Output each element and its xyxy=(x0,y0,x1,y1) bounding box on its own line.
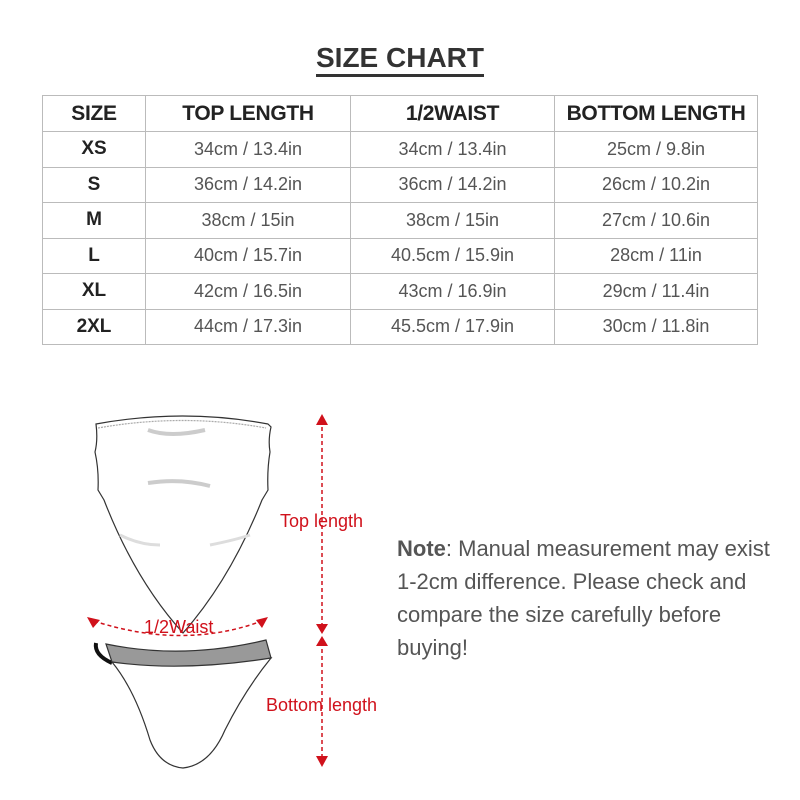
measurement-cell: 40cm / 15.7in xyxy=(146,238,351,274)
column-header: 1/2WAIST xyxy=(351,96,555,132)
column-header: TOP LENGTH xyxy=(146,96,351,132)
waist-label: 1/2Waist xyxy=(144,617,214,637)
measurement-cell: 36cm / 14.2in xyxy=(351,167,555,203)
measurement-cell: 28cm / 11in xyxy=(555,238,758,274)
page-title: SIZE CHART xyxy=(0,42,800,74)
column-header: BOTTOM LENGTH xyxy=(555,96,758,132)
note-label: Note xyxy=(397,536,446,561)
measurement-cell: 42cm / 16.5in xyxy=(146,274,351,310)
measurement-cell: 27cm / 10.6in xyxy=(555,203,758,239)
measurement-cell: 38cm / 15in xyxy=(146,203,351,239)
size-cell: 2XL xyxy=(43,309,146,345)
measurement-cell: 34cm / 13.4in xyxy=(351,132,555,168)
size-cell: XL xyxy=(43,274,146,310)
size-cell: S xyxy=(43,167,146,203)
size-cell: XS xyxy=(43,132,146,168)
bottom-length-label: Bottom length xyxy=(266,695,378,715)
size-cell: M xyxy=(43,203,146,239)
measurement-note xyxy=(397,532,777,664)
measurement-cell: 26cm / 10.2in xyxy=(555,167,758,203)
measurement-cell: 38cm / 15in xyxy=(351,203,555,239)
measurement-cell: 29cm / 11.4in xyxy=(555,274,758,310)
measurement-cell: 36cm / 14.2in xyxy=(146,167,351,203)
measurement-cell: 45.5cm / 17.9in xyxy=(351,309,555,345)
bottom-garment-drawing xyxy=(96,640,271,768)
measurement-cell: 30cm / 11.8in xyxy=(555,309,758,345)
measurement-cell: 40.5cm / 15.9in xyxy=(351,238,555,274)
size-cell: L xyxy=(43,238,146,274)
measurement-cell: 25cm / 9.8in xyxy=(555,132,758,168)
column-header: SIZE xyxy=(43,96,146,132)
top-garment-drawing xyxy=(95,416,271,633)
measurement-cell: 43cm / 16.9in xyxy=(351,274,555,310)
measurement-cell: 44cm / 17.3in xyxy=(146,309,351,345)
measurement-cell: 34cm / 13.4in xyxy=(146,132,351,168)
top-length-label: Top length xyxy=(280,511,364,531)
note-text: : Manual measurement may exist 1-2cm difference. Please check and compare the size carefully before buying! xyxy=(397,536,770,660)
